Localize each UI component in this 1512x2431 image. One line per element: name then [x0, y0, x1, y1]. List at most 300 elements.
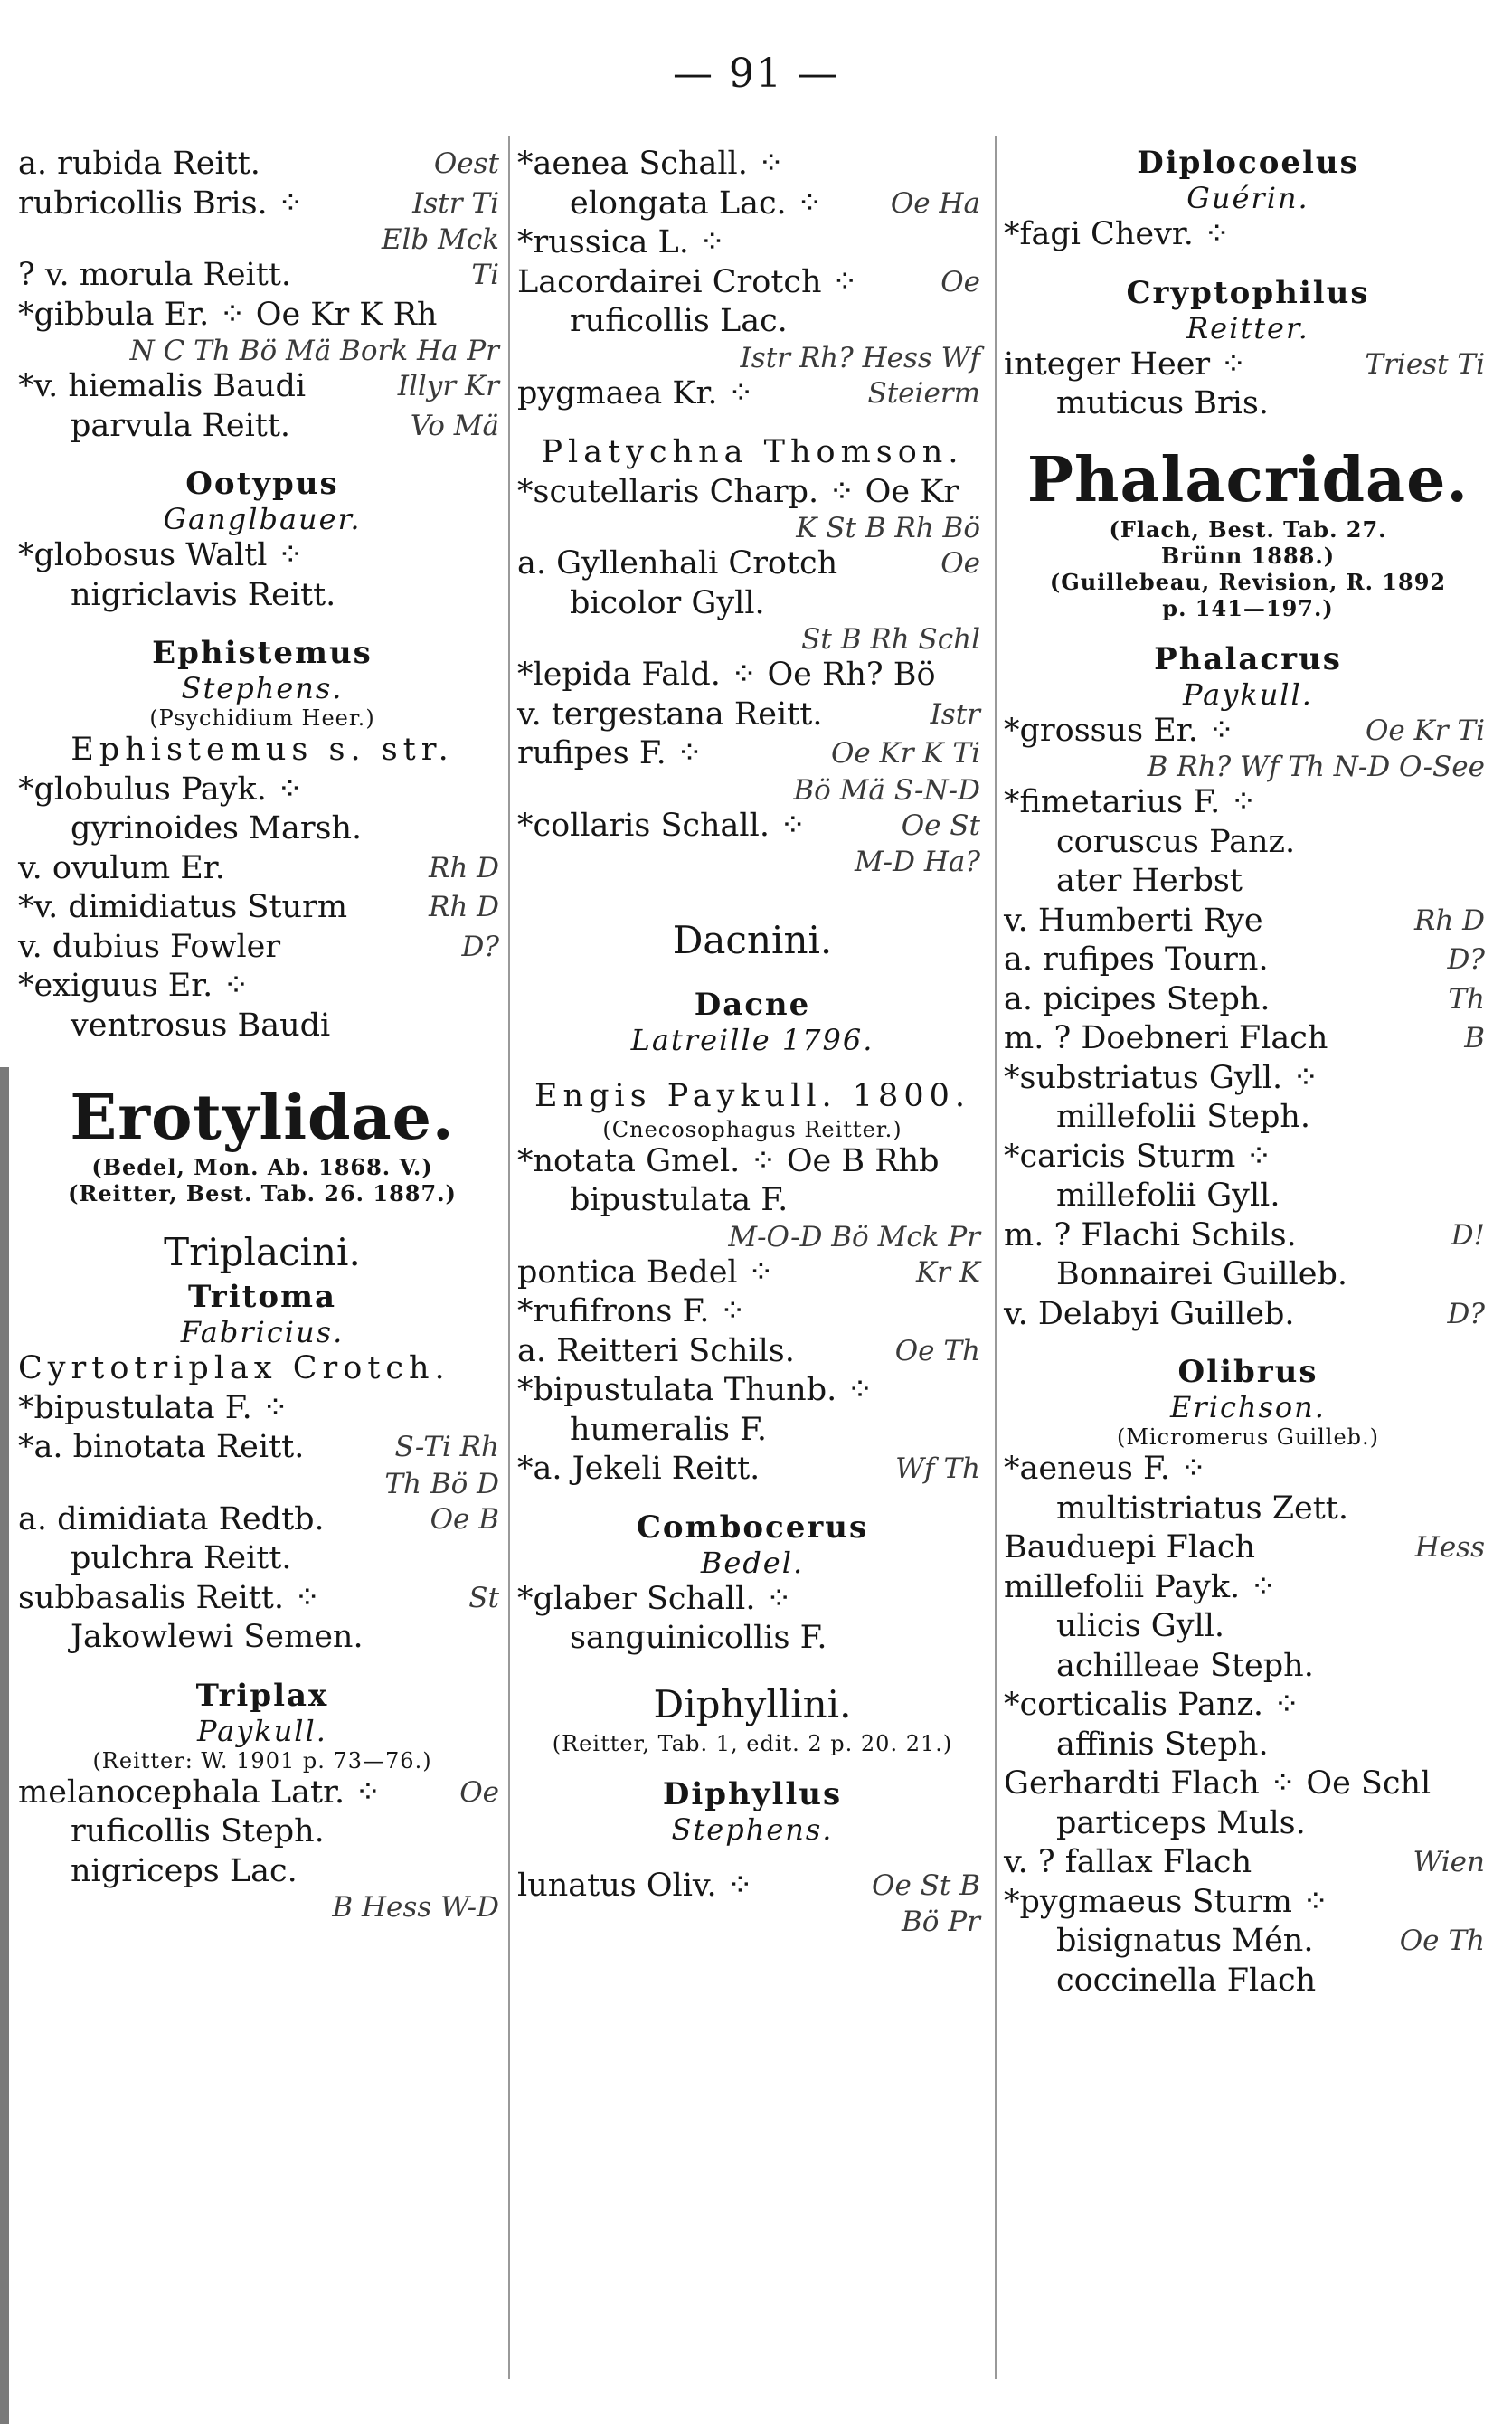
entry-line — [1004, 783, 1492, 823]
distribution-text: Oest — [433, 147, 499, 180]
line-text: *gibbula Er. ⁘ Oe Kr K Rh — [18, 296, 438, 333]
entry-line — [18, 184, 506, 224]
line-text: *aenea Schall. ⁘ — [517, 146, 785, 182]
line-text: *scutellaris Charp. ⁘ Oe Kr — [517, 473, 959, 510]
line-text: Ootypus — [185, 466, 339, 502]
distribution-line — [517, 1906, 988, 1938]
line-text: a. rubida Reitt. — [18, 146, 260, 182]
line-text: bipustulata F. — [570, 1182, 789, 1218]
line-text: ulicis Gyll. — [1056, 1608, 1225, 1644]
genus-heading — [18, 1678, 506, 1714]
entry-line — [517, 223, 988, 263]
entry-line — [1004, 1647, 1492, 1687]
line-text: Diphyllus — [662, 1775, 843, 1812]
line-text: millefolii Steph. — [1056, 1099, 1311, 1135]
line-text: v. ? fallax Flach — [1004, 1844, 1252, 1880]
line-text: *grossus Er. ⁘ — [1004, 712, 1235, 749]
entry-line — [517, 184, 988, 224]
distribution-text: Rh D — [428, 891, 499, 923]
genus-author — [18, 1714, 506, 1748]
entry-line — [517, 1867, 988, 1906]
line-text: (Guillebeau, Revision, R. 1892 — [1049, 568, 1447, 595]
distribution-text: Oe St — [901, 809, 980, 842]
column-divider-left — [508, 136, 510, 2379]
entry-line — [1004, 902, 1492, 941]
line-text: Guérin. — [1186, 181, 1309, 215]
entry-line — [517, 1181, 988, 1221]
distribution-text: Hess — [1414, 1531, 1485, 1564]
distribution-text: Rh D — [1413, 903, 1485, 937]
entry-line — [18, 145, 506, 184]
line-text: *bipustulata F. ⁘ — [18, 1389, 289, 1426]
entry-line — [18, 576, 506, 616]
distribution-line — [18, 223, 506, 256]
line-text: *exiguus Er. ⁘ — [18, 968, 250, 1004]
line-text: B Rh? Wf Th N-D O-See — [1147, 751, 1485, 783]
distribution-text: Oe Th — [1399, 1925, 1485, 1957]
entry-line — [517, 584, 988, 624]
distribution-text: Wf Th — [895, 1452, 980, 1485]
entry-line — [517, 695, 988, 735]
distribution-text: Oe — [940, 547, 980, 580]
entry-line — [1004, 1098, 1492, 1138]
line-text: M-D Ha? — [854, 846, 980, 878]
reference-note — [18, 1180, 506, 1206]
distribution-text: Oe Kr K Ti — [830, 737, 980, 770]
entry-line — [18, 1774, 506, 1813]
entry-line — [1004, 1843, 1492, 1883]
entry-line — [517, 302, 988, 342]
entry-line — [1004, 1138, 1492, 1178]
line-text: (Reitter, Best. Tab. 26. 1887.) — [68, 1180, 457, 1206]
entry-line — [1004, 1216, 1492, 1256]
line-text: p. 141—197.) — [1162, 594, 1334, 621]
line-text: muticus Bris. — [1056, 385, 1269, 421]
entry-line — [517, 374, 988, 414]
entry-line — [517, 1450, 988, 1490]
line-text: B Hess W-D — [332, 1891, 499, 1924]
entry-line — [18, 1428, 506, 1468]
genus-author — [517, 1546, 988, 1580]
distribution-text: Oe Th — [894, 1334, 980, 1367]
line-text: Ephistemus s. str. — [71, 732, 454, 768]
line-text: Istr Rh? Hess Wf — [740, 341, 980, 374]
distribution-text: Oe — [940, 265, 980, 298]
entry-line — [517, 656, 988, 695]
line-text: ruficollis Lac. — [570, 303, 788, 339]
entry-line — [18, 1389, 506, 1429]
line-text: *fimetarius F. ⁘ — [1004, 784, 1257, 820]
reference-note — [18, 1748, 506, 1774]
line-text: (Bedel, Mon. Ab. 1868. V.) — [91, 1154, 433, 1180]
line-text: *pygmaeus Sturm ⁘ — [1004, 1883, 1329, 1920]
genus-heading — [18, 635, 506, 671]
column-divider-right — [995, 136, 997, 2379]
line-text: particeps Muls. — [1056, 1804, 1306, 1841]
line-text: parvula Reitt. — [71, 407, 291, 444]
entry-line — [517, 1292, 988, 1332]
distribution-text: D! — [1451, 1218, 1485, 1252]
line-text: (Psychidium Heer.) — [149, 705, 375, 731]
page-number: — 91 — — [673, 51, 839, 97]
line-text: multistriatus Zett. — [1056, 1490, 1348, 1527]
genus-heading — [18, 466, 506, 502]
genus-heading — [1004, 145, 1492, 181]
line-text: Dacne — [694, 987, 811, 1023]
entry-line — [517, 145, 988, 184]
spacer — [517, 967, 988, 987]
distribution-text: Kr K — [916, 1255, 980, 1289]
line-text: Bedel. — [700, 1545, 805, 1580]
distribution-line — [18, 1468, 506, 1500]
line-text: achilleae Steph. — [1056, 1647, 1314, 1684]
line-text: St B Rh Schl — [801, 623, 980, 656]
reference-note — [18, 1154, 506, 1180]
line-text: Tritoma — [187, 1279, 337, 1315]
line-text: Phalacrus — [1154, 640, 1342, 677]
entry-line — [517, 1077, 988, 1117]
line-text: affinis Steph. — [1056, 1726, 1269, 1763]
family-heading — [18, 1082, 506, 1154]
line-text: Th Bö D — [384, 1467, 499, 1500]
line-text: Latreille 1796. — [630, 1023, 874, 1057]
line-text: Bö Pr — [902, 1906, 980, 1938]
line-text: Brünn 1888.) — [1160, 542, 1336, 569]
line-text: bicolor Gyll. — [570, 584, 765, 621]
spacer — [1004, 424, 1492, 444]
entry-line — [1004, 1726, 1492, 1765]
distribution-text: Oe Ha — [890, 186, 980, 220]
entry-line — [1004, 1607, 1492, 1647]
genus-heading — [517, 1509, 988, 1546]
distribution-text: Istr — [930, 697, 980, 731]
distribution-text: B — [1464, 1022, 1485, 1055]
right-column — [1004, 145, 1492, 2001]
reference-note — [1004, 1424, 1492, 1450]
entry-line — [18, 1852, 506, 1892]
line-text: millefolii Gyll. — [1056, 1178, 1280, 1214]
line-text: (Flach, Best. Tab. 27. — [1109, 516, 1387, 543]
entry-line — [1004, 1450, 1492, 1490]
line-text: Reitter. — [1186, 310, 1309, 345]
line-text: (Reitter: W. 1901 p. 73—76.) — [92, 1747, 432, 1774]
line-text: gyrinoides Marsh. — [71, 810, 363, 847]
spacer — [18, 1045, 506, 1082]
line-text: Phalacridae. — [1026, 443, 1469, 516]
entry-line — [18, 536, 506, 576]
line-text: pygmaea Kr. ⁘ — [517, 374, 754, 411]
scan-edge-shadow — [0, 1067, 9, 2424]
line-text: (Cnecosophagus Reitter.) — [602, 1116, 902, 1142]
line-text: Engis Paykull. 1800. — [534, 1078, 970, 1114]
spacer — [1004, 621, 1492, 641]
entry-line — [1004, 1804, 1492, 1844]
line-text: coruscus Panz. — [1056, 823, 1296, 860]
reference-note — [1004, 543, 1492, 569]
line-text: Gerhardti Flach ⁘ Oe Schl — [1004, 1765, 1432, 1802]
line-text: humeralis F. — [570, 1411, 768, 1448]
family-heading — [1004, 444, 1492, 516]
entry-line — [18, 1579, 506, 1619]
entry-line — [18, 1539, 506, 1579]
reference-note — [517, 1117, 988, 1142]
genus-author — [1004, 677, 1492, 712]
entry-line — [1004, 1177, 1492, 1216]
line-text: pulchra Reitt. — [71, 1540, 292, 1576]
entry-line — [1004, 941, 1492, 980]
line-text: *globulus Payk. ⁘ — [18, 771, 304, 808]
entry-line — [1004, 1922, 1492, 1962]
genus-heading — [517, 987, 988, 1023]
distribution-line — [517, 512, 988, 544]
spacer — [517, 1847, 988, 1867]
entry-line — [517, 263, 988, 303]
entry-line — [1004, 1059, 1492, 1099]
entry-line — [517, 473, 988, 513]
genus-author — [1004, 1390, 1492, 1424]
line-text: *russica L. ⁘ — [517, 224, 726, 260]
line-text: *a. Jekeli Reitt. — [517, 1451, 761, 1487]
reference-note — [18, 705, 506, 731]
line-text: rufipes F. ⁘ — [517, 735, 704, 771]
entry-line — [18, 256, 506, 296]
genus-author — [1004, 311, 1492, 345]
line-text: ? v. morula Reitt. — [18, 257, 291, 293]
line-text: *substriatus Gyll. ⁘ — [1004, 1059, 1319, 1096]
distribution-text: Wien — [1413, 1846, 1485, 1878]
line-text: v. tergestana Reitt. — [517, 695, 823, 733]
line-text: v. Delabyi Guilleb. — [1004, 1295, 1295, 1332]
distribution-line — [517, 774, 988, 807]
entry-line — [517, 1371, 988, 1411]
entry-line — [18, 1812, 506, 1852]
line-text: elongata Lac. ⁘ — [570, 184, 824, 222]
spacer — [18, 1206, 506, 1226]
spacer — [1004, 255, 1492, 275]
entry-line — [1004, 384, 1492, 424]
left-column — [18, 145, 506, 1924]
distribution-text: Rh D — [428, 851, 499, 884]
spacer — [517, 1756, 988, 1776]
entry-line — [18, 928, 506, 968]
entry-line — [18, 367, 506, 407]
line-text: a. Gyllenhali Crotch — [517, 545, 838, 582]
distribution-text: Oe St B — [872, 1868, 980, 1902]
entry-line — [1004, 1962, 1492, 2001]
entry-line — [18, 296, 506, 336]
entry-line — [1004, 1528, 1492, 1568]
reference-note — [1004, 516, 1492, 543]
spacer — [18, 615, 506, 635]
line-text: Paykull. — [1183, 676, 1313, 712]
line-text: Stephens. — [671, 1811, 834, 1847]
line-text: *fagi Chevr. ⁘ — [1004, 216, 1231, 252]
line-text: Combocerus — [636, 1509, 869, 1546]
line-text: *corticalis Panz. ⁘ — [1004, 1687, 1300, 1723]
entry-line — [18, 731, 506, 771]
line-text: *caricis Sturm ⁘ — [1004, 1138, 1272, 1175]
spacer — [1004, 1334, 1492, 1354]
line-text: Ephistemus — [152, 635, 373, 671]
line-text: Platychna Thomson. — [541, 434, 964, 470]
entry-line — [517, 1619, 988, 1659]
distribution-text: S-Ti Rh — [394, 1431, 499, 1463]
entry-line — [18, 888, 506, 928]
entry-line — [18, 1500, 506, 1540]
line-text: (Reitter, Tab. 1, edit. 2 p. 20. 21.) — [552, 1730, 953, 1756]
line-text: Paykull. — [197, 1713, 327, 1748]
distribution-text: Vo Mä — [410, 409, 499, 442]
line-text: a. dimidiata Redtb. — [18, 1500, 325, 1537]
line-text: Cyrtotriplax Crotch. — [18, 1350, 450, 1386]
reference-note — [1004, 595, 1492, 621]
distribution-text: D? — [1447, 1297, 1485, 1330]
distribution-text: Ti — [471, 259, 499, 291]
line-text: a. rufipes Tourn. — [1004, 941, 1269, 978]
genus-heading — [1004, 641, 1492, 677]
line-text: v. ovulum Er. — [18, 849, 225, 886]
entry-line — [1004, 862, 1492, 902]
line-text: *bipustulata Thunb. ⁘ — [517, 1372, 874, 1408]
line-text: Bö Mä S-N-D — [793, 773, 980, 807]
line-text: Jakowlewi Semen. — [71, 1619, 364, 1655]
line-text: coccinella Flach — [1056, 1962, 1317, 1999]
entry-line — [1004, 823, 1492, 863]
distribution-line — [517, 846, 988, 878]
genus-author — [18, 502, 506, 536]
genus-author — [18, 671, 506, 705]
line-text: *v. dimidiatus Sturm — [18, 889, 348, 925]
line-text: pontica Bedel ⁘ — [517, 1253, 775, 1291]
line-text: lunatus Oliv. ⁘ — [517, 1867, 754, 1904]
line-text: millefolii Payk. ⁘ — [1004, 1568, 1277, 1605]
line-text: subbasalis Reitt. ⁘ — [18, 1579, 321, 1616]
entry-line — [18, 849, 506, 889]
line-text: v. dubius Fowler — [18, 928, 281, 965]
line-text: integer Heer ⁘ — [1004, 345, 1247, 383]
entry-line — [1004, 980, 1492, 1020]
distribution-text: D? — [461, 930, 499, 963]
line-text: Bauduері Flach — [1004, 1529, 1256, 1565]
distribution-line — [517, 342, 988, 374]
genus-heading — [1004, 1354, 1492, 1390]
entry-line — [517, 544, 988, 584]
spacer — [517, 1057, 988, 1077]
genus-author — [1004, 181, 1492, 215]
distribution-text: Oe Kr Ti — [1365, 714, 1485, 747]
tribe-heading — [18, 1226, 506, 1279]
distribution-line — [517, 623, 988, 656]
line-text: Erotylidae. — [70, 1082, 455, 1154]
line-text: *a. binotata Reitt. — [18, 1429, 305, 1465]
line-text: Ganglbauer. — [163, 502, 362, 536]
distribution-line — [18, 1891, 506, 1924]
reference-note — [517, 1731, 988, 1756]
entry-line — [1004, 215, 1492, 255]
distribution-text: D? — [1447, 943, 1485, 976]
entry-line — [1004, 712, 1492, 752]
line-text: Bonnairei Guilleb. — [1056, 1256, 1348, 1292]
genus-heading — [517, 1776, 988, 1812]
line-text: Dacnini. — [672, 918, 833, 962]
distribution-text: St — [468, 1581, 499, 1614]
entry-line — [1004, 1255, 1492, 1295]
line-text: sanguinicollis F. — [570, 1620, 827, 1656]
distribution-text: Steierm — [867, 376, 980, 410]
entry-line — [1004, 1764, 1492, 1804]
line-text: Diphyllini. — [653, 1681, 852, 1726]
line-text: Cryptophilus — [1126, 274, 1370, 311]
line-text: m. ? Doebneri Flach — [1004, 1020, 1328, 1056]
line-text: K St B Rh Bö — [796, 512, 980, 544]
spacer — [517, 413, 988, 433]
line-text: Stephens. — [181, 671, 344, 705]
tribe-heading — [517, 1679, 988, 1731]
entry-line — [517, 1332, 988, 1372]
line-text: N C Th Bö Mä Bork Ha Pr — [129, 335, 499, 367]
genus-heading — [18, 1279, 506, 1315]
line-text: Triplacini. — [164, 1230, 361, 1274]
entry-line — [18, 1349, 506, 1389]
spacer — [517, 878, 988, 914]
line-text: Erichson. — [1170, 1390, 1326, 1424]
line-text: Diplocoelus — [1137, 145, 1359, 181]
line-text: m. ? Flachi Schils. — [1004, 1216, 1297, 1253]
line-text: nigriclavis Reitt. — [71, 576, 336, 613]
spacer — [18, 1658, 506, 1678]
entry-line — [517, 734, 988, 774]
line-text: rubricollis Bris. ⁘ — [18, 184, 305, 222]
entry-line — [1004, 1568, 1492, 1608]
distribution-line — [18, 335, 506, 367]
genus-heading — [1004, 275, 1492, 311]
line-text: *v. hiemalis Baudi — [18, 368, 307, 404]
entry-line — [1004, 1295, 1492, 1335]
distribution-text: Oe — [459, 1775, 499, 1809]
distribution-text: Illyr Kr — [397, 370, 499, 402]
genus-author — [18, 1315, 506, 1349]
line-text: bisignatus Mén. — [1056, 1923, 1314, 1959]
line-text: *notata Gmel. ⁘ Oe B Rhb — [517, 1142, 940, 1179]
entry-line — [18, 771, 506, 810]
line-text: *collaris Schall. ⁘ — [517, 807, 807, 844]
distribution-text: Oe B — [430, 1502, 499, 1536]
entry-line — [517, 1411, 988, 1451]
spacer — [18, 446, 506, 466]
line-text: *glaber Schall. ⁘ — [517, 1580, 792, 1617]
entry-line — [18, 967, 506, 1007]
line-text: *globosus Waltl ⁘ — [18, 537, 304, 573]
line-text: ruficollis Steph. — [71, 1813, 325, 1849]
line-text: v. Humberti Rye — [1004, 902, 1263, 939]
entry-line — [1004, 1883, 1492, 1923]
line-text: Olibrus — [1177, 1354, 1318, 1390]
entry-line — [517, 1142, 988, 1182]
line-text: Fabricius. — [180, 1315, 345, 1349]
line-text: Elb Mck — [381, 223, 499, 256]
spacer — [517, 1490, 988, 1509]
line-text: Triplax — [195, 1677, 329, 1714]
line-text: ventrosus Baudi — [71, 1007, 331, 1044]
distribution-line — [1004, 751, 1492, 783]
distribution-text: Istr Ti — [412, 186, 499, 220]
distribution-text: Triest Ti — [1365, 347, 1485, 381]
genus-author — [517, 1812, 988, 1847]
entry-line — [1004, 1490, 1492, 1529]
line-text: melanocephala Latr. ⁘ — [18, 1774, 382, 1811]
distribution-text: Th — [1448, 982, 1485, 1016]
line-text: ater Herbst — [1056, 863, 1243, 899]
